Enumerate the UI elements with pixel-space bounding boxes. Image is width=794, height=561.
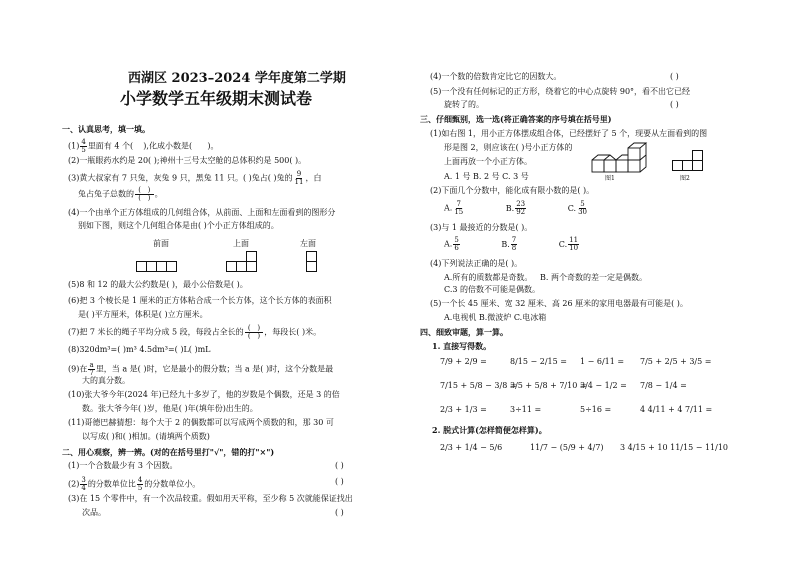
s1-q9-cont: 大的真分数。 <box>82 376 130 385</box>
s3-q4-option-c: C.3 的倍数不可能是偶数。 <box>444 285 541 294</box>
calc-expression: 11/7 − (5/9 + 4/7) <box>530 443 604 452</box>
s3-q5-options: A.电视机 B.微波炉 C.电冰箱 <box>444 313 547 322</box>
s3-q1-options: A. 1 号 B. 2 号 C. 3 号 <box>444 172 529 181</box>
s2-q2-answer[interactable]: ( ) <box>335 477 344 486</box>
s2-q3-line1: (3)在 15 个零件中，有一个次品较重。假如用天平称，至少称 5 次就能保证找出 <box>68 494 353 503</box>
s1-q11-line2: 以写成( )和( )相加。(请填两个质数) <box>82 432 210 441</box>
s1-q7: (7)把 7 米长的绳子平均分成 5 段，每段占全长的 $\frac{( )}{( )}$ ，每段长( )米。 <box>68 324 322 340</box>
s1-q6-line2: 是( )平方厘米，体积是( )立方厘米。 <box>78 310 208 319</box>
s1-q9: (9)在 $\frac{a}{7}$ 里，当 a 是( )时，它是最小的假分数；当 a 是( )时，这个分数是最 <box>68 361 334 377</box>
s1-q3: (3)黄大叔家有 7 只兔，灰兔 9 只，黑兔 11 只。( )兔占( )兔的 $\frac{9}{11}$ ，白 <box>68 170 322 186</box>
view-label-left: 左面 <box>300 239 316 248</box>
s3-q3: (3)与 1 最接近的分数是( )。 <box>430 223 533 232</box>
s2-q1: (1)一个合数最少有 3 个因数。 <box>68 461 178 470</box>
calc-item: 4 4/11 + 4 7/11 = <box>640 405 713 414</box>
s1-q4-line2: 别如下图，则这个几何组合体是由( )个小正方体组成的。 <box>78 221 279 230</box>
s3-q2-options: A. $\frac{7}{15}$ B. $\frac{23}{92}$ C. $\frac{5}{30}$ <box>444 200 587 216</box>
calc-item: 8/15 − 2/15 = <box>510 357 567 366</box>
s3-q1-line1: (1)如右图 1，用小正方体摆成组合体，已经摆好了 5 个，现要从左面看到的图 <box>430 129 708 138</box>
s1-q10-line1: (10)张大爷今年(2024 年)已经九十多岁了，他的岁数是个偶数，还是 3 的倍 <box>68 390 340 399</box>
s1-q5: (5)8 和 12 的最大公约数是( )，最小公倍数是( )。 <box>68 280 248 289</box>
s2-q3-answer[interactable]: ( ) <box>335 508 344 517</box>
s3-q1-line2: 形是图 2，则应该在( )号小正方体的 <box>444 143 573 152</box>
section3-heading: 三、仔细甄别，选一选(将正确答案的序号填在括号里) <box>420 114 612 124</box>
s2-q2: (2) $\frac{3}{4}$ 的分数单位比 $\frac{4}{5}$ 的分数单位小。 <box>68 476 201 492</box>
calc-item: 2/3 + 1/3 = <box>440 405 487 414</box>
calc-item: 1 − 6/11 = <box>580 357 625 366</box>
s1-q1: (1) $\frac{4}{5}$ 里面有 4 个( ),化成小数是( )。 <box>68 138 219 154</box>
s1-q11-line1: (11)哥德巴赫猜想：每个大于 2 的偶数都可以写成两个质数的和，那 30 可 <box>68 418 334 427</box>
section2-heading: 二、用心观察，辨一辨。(对的在括号里打"√"，错的打"×") <box>62 447 275 457</box>
exam-title-line1: 西湖区 2023–2024 学年度第二学期 <box>128 71 346 86</box>
s2-q5-line1: (5)一个没有任何标记的正方形，绕着它的中心点旋转 90°，看不出它已经 <box>430 87 691 96</box>
s1-q4-line1: (4)一个由单个正方体组成的几何组合体，从前面、上面和左面看到的图形分 <box>68 208 336 217</box>
s3-q3-options: A. $\frac{5}{6}$ B. $\frac{7}{8}$ C. $\frac{11}{10}$ <box>444 236 579 252</box>
exam-title-line2: 小学数学五年级期末测试卷 <box>120 89 313 108</box>
s4-sub2: 2. 脱式计算(怎样简便怎样算)。 <box>432 425 547 435</box>
s1-q10-line2: 数。张大爷今年( )岁，他是( )年(填年份)出生的。 <box>82 404 258 413</box>
s3-q4-option-b: B. 两个奇数的差一定是偶数。 <box>540 273 647 282</box>
s3-q5: (5)一个长 45 厘米、宽 32 厘米、高 26 厘米的家用电器最有可能是( )。 <box>430 299 688 308</box>
s1-q6-line1: (6)把 3 个棱长是 1 厘米的正方体粘合成一个长方体，这个长方体的表面积 <box>68 296 332 305</box>
calc-item: 5÷16 = <box>580 405 612 414</box>
calc-item: 3÷11 = <box>510 405 542 414</box>
s1-q2: (2)一瓶眼药水约是 20( );神州十三号太空舱的总体积约是 500( )。 <box>68 156 307 165</box>
figure1-label: 图1 <box>605 175 615 182</box>
view-label-front: 前面 <box>153 239 169 248</box>
s1-q3-cont: 兔占兔子总数的 $\frac{( )}{( )}$ 。 <box>78 186 163 202</box>
section4-heading: 四、细致审题，算一算。 <box>420 327 508 337</box>
s3-q4-option-a: A.所有的质数都是奇数。 <box>444 273 533 282</box>
calc-item: 3/4 − 1/2 = <box>580 381 627 390</box>
calc-item: 3/5 + 5/8 + 7/10 = <box>510 381 587 390</box>
fraction: $\frac{4}{5}$ <box>81 138 86 154</box>
figure2-label: 图2 <box>680 175 690 182</box>
figure1-cubes <box>590 144 660 180</box>
calc-expression: 3 4/15 + 10 11/15 − 11/10 <box>620 443 729 452</box>
s3-q2: (2)下面几个分数中，能化成有限小数的是( )。 <box>430 186 595 195</box>
calc-item: 7/8 − 1/4 = <box>640 381 687 390</box>
s2-q4-answer[interactable]: ( ) <box>670 72 679 81</box>
s4-sub1: 1. 直接写得数。 <box>432 341 492 351</box>
calc-item: 7/5 + 2/5 + 3/5 = <box>640 357 712 366</box>
section1-heading: 一、认真思考，填一填。 <box>62 124 150 134</box>
s2-q1-answer[interactable]: ( ) <box>335 461 344 470</box>
s2-q3-line2: 次品。 <box>82 508 106 517</box>
s2-q5-answer[interactable]: ( ) <box>670 100 679 109</box>
calc-item: 7/15 + 5/8 − 3/8 = <box>440 381 517 390</box>
s3-q1-line3: 上面再放一个小正方体。 <box>444 157 532 166</box>
s3-q4: (4)下列说法正确的是( )。 <box>430 259 523 268</box>
calc-item: 7/9 + 2/9 = <box>440 357 487 366</box>
s1-q8: (8)320dm³=( )m³ 4.5dm³=( )L( )mL <box>68 345 211 354</box>
s2-q5-line2: 旋转了的。 <box>444 100 484 109</box>
s2-q4: (4)一个数的倍数肯定比它的因数大。 <box>430 72 562 81</box>
view-label-top: 上面 <box>233 239 249 248</box>
calc-expression: 2/3 + 1/4 − 5/6 <box>440 443 503 452</box>
